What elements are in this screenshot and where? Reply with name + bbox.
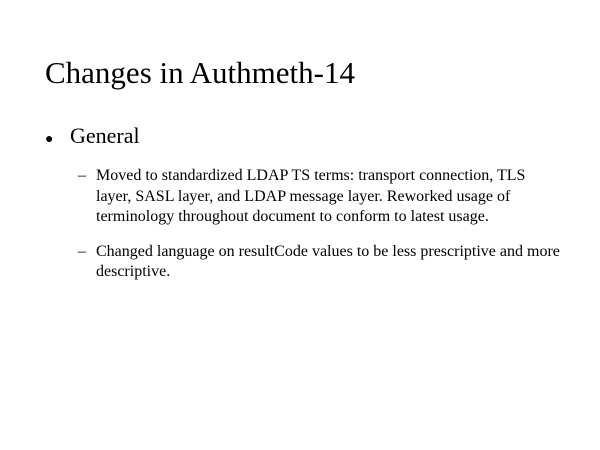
dash-icon: –	[78, 242, 86, 260]
slide-title: Changes in Authmeth-14	[45, 55, 355, 90]
sub-bullet-text: Changed language on resultCode values to be less prescriptive and more descriptive.	[96, 242, 560, 280]
bullet-dot-icon: ●	[45, 132, 54, 147]
bullet-item-general	[45, 123, 140, 153]
sub-bullet-item	[78, 242, 568, 283]
sub-bullet-text: Moved to standardized LDAP TS terms: transport connection, TLS layer, SASL layer, and LDAP message layer. Reworked usage of terminology throughout document to conform to latest usage.	[96, 167, 526, 225]
sub-bullet-item	[78, 166, 568, 228]
dash-icon: –	[78, 167, 86, 184]
sub-bullet-list	[78, 166, 568, 297]
bullet-label: General	[70, 123, 140, 148]
